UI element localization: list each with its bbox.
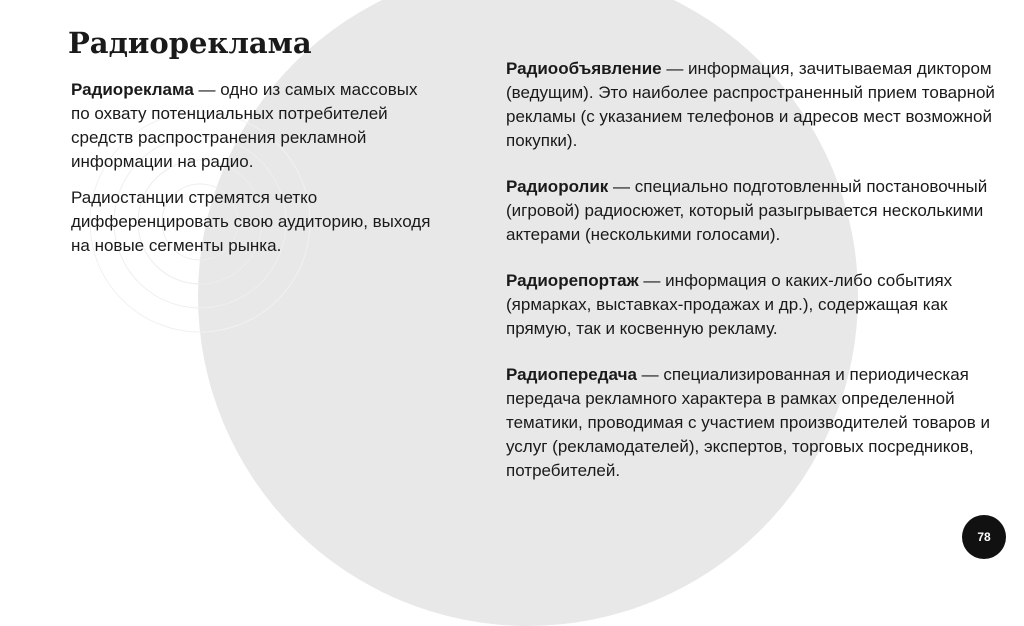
- page-title: Радиореклама: [68, 26, 312, 60]
- body-paragraph: [71, 186, 436, 258]
- term-heading: Радиорепортаж: [506, 271, 639, 290]
- definition-text: — информация, зачитываемая диктором (ведущим). Это наиболее распространенный прием товарной рекламы (с указанием телефонов и адресов мест возможной покупки).: [506, 59, 995, 150]
- left-column: [71, 78, 436, 258]
- term-heading: Радиореклама: [71, 80, 194, 99]
- definition-paragraph: [506, 269, 1006, 341]
- term-heading: Радиообъявление: [506, 59, 662, 78]
- definition-paragraph: [506, 57, 1006, 153]
- term-heading: Радиопередача: [506, 365, 637, 384]
- definition-paragraph: [506, 175, 1006, 247]
- definition-text: — специализированная и периодическая передача рекламного характера в рамках определенной тематики, проводимая с участием производителей товаров и услуг (рекламодателей), экспертов, торговых посредников, потребителей.: [506, 365, 991, 480]
- right-column: [506, 57, 1006, 483]
- definition-text: — специально подготовленный постановочный (игровой) радиосюжет, который разыгрывается несколькими актерами (несколькими голосами).: [506, 177, 988, 244]
- definition-paragraph: [506, 363, 1006, 483]
- term-heading: Радиоролик: [506, 177, 609, 196]
- definition-text: — информация о каких-либо событиях (ярмарках, выставках-продажах и др.), содержащая как прямую, так и косвенную рекламу.: [506, 271, 953, 338]
- definition-text: — одно из самых массовых по охвату потенциальных потребителей средств распространения рекламной информации на радио.: [71, 80, 418, 171]
- definition-paragraph: [71, 78, 436, 174]
- body-text: Радиостанции стремятся четко дифференцировать свою аудиторию, выходя на новые сегменты рынка.: [71, 188, 431, 255]
- page-number-badge: 78: [962, 515, 1006, 559]
